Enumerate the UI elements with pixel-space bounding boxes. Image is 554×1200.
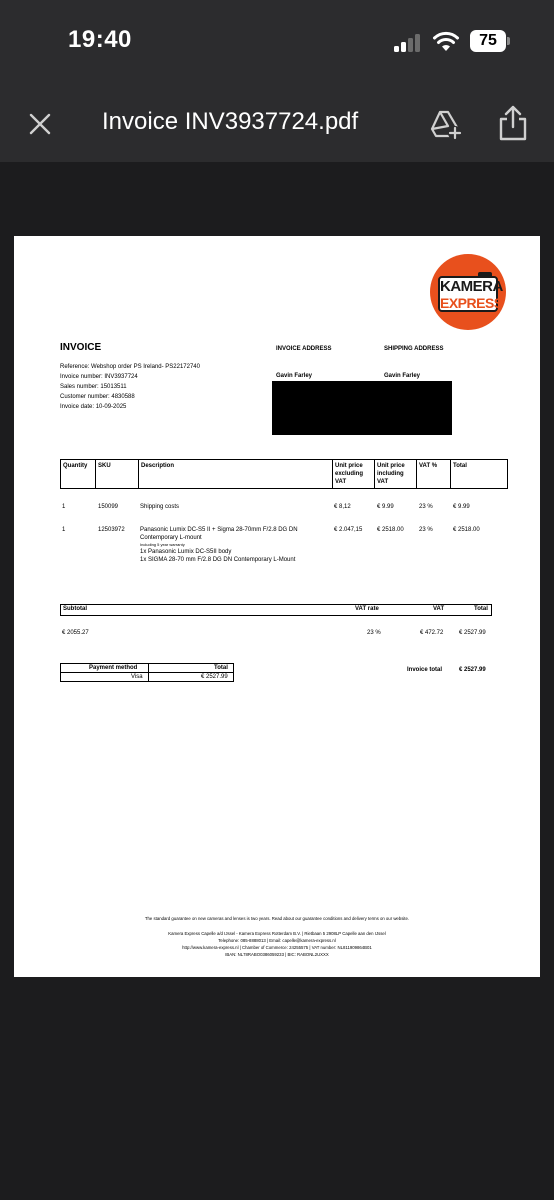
reference-line: Reference: Webshop order PS Ireland- PS22172740 xyxy=(60,364,200,370)
invoice-number-line: Invoice number: INV3937724 xyxy=(60,374,138,380)
payment-method-value: Visa xyxy=(131,674,143,680)
total-label: Total xyxy=(474,606,488,612)
guarantee-note: The standard guarantee on new cameras and lenses is two years. Read about our guarantee conditions and delivery terms on our website. xyxy=(144,916,410,921)
footer-registration: http://www.kamera-express.nl | Chamber of Commerce: 24255575 | VAT number: NL811909864B01 xyxy=(182,945,372,950)
document-viewer[interactable] xyxy=(0,162,554,1200)
items-table-header xyxy=(60,459,508,489)
col-total: Total xyxy=(453,463,467,469)
invoice-date-line: Invoice date: 10-09-2025 xyxy=(60,404,127,410)
footer-address: Kamera Express Capelle a/d IJssel - Kamera Express Rotterdam B.V. | Rietbaan 5 2908LP Capelle aan den IJssel xyxy=(168,931,386,936)
document-title: Invoice INV3937724.pdf xyxy=(102,108,359,135)
col-vat: VAT % xyxy=(419,463,438,469)
invoice-heading: INVOICE xyxy=(60,342,102,353)
footer-bank: IBAN: NL78RABO0386059233 | BIC: RABONL2UXXX xyxy=(225,952,329,957)
invoice-address-name: Gavin Farley xyxy=(276,373,313,379)
battery-icon xyxy=(470,30,510,52)
add-to-drive-icon[interactable] xyxy=(428,106,464,142)
shipping-address-label: SHIPPING ADDRESS xyxy=(384,346,444,352)
col-sku: SKU xyxy=(98,463,111,469)
invoice-total-label: Invoice total xyxy=(407,667,443,673)
vat-rate-label: VAT rate xyxy=(355,606,379,612)
close-icon[interactable] xyxy=(24,108,56,140)
vat-rate-value: 23 % xyxy=(367,630,381,636)
subtotal-label: Subtotal xyxy=(63,606,87,612)
invoice-total-value: € 2527.99 xyxy=(459,667,486,673)
share-icon[interactable] xyxy=(496,104,530,142)
payment-total-label: Total xyxy=(214,665,228,671)
payment-method-label: Payment method xyxy=(89,665,138,671)
kamera-express-logo: KAMERA EXPRESS xyxy=(430,254,506,330)
subtotal-value: € 2055.27 xyxy=(62,630,89,636)
payment-total-value: € 2527.99 xyxy=(201,674,228,680)
footer-contact: Telephone: 085-8888013 | Email: capelle@kamera-express.nl xyxy=(218,938,336,943)
vat-value: € 472.72 xyxy=(420,630,444,636)
invoice-page: KAMERA EXPRESS INVOICE Reference: Webshop order PS Ireland- PS22172740 Invoice number: INV3937724 Sales number: 15013511 Customer number: 4830588 Invoice date: 10-09-2025 INVOICE ADDRESS SHIPPING ADDRESS Gavin Farley Gavin Farley Quantity SKU Description Unit price excluding VAT Unit price including VAT VAT % Total 1 150099 Shipping costs € 8,12 € 9.99 23 % € 9.99 1 12503972 Panasonic Lumix DC-S5 II + Sigma 28-70mm F/2.8 DG DN Contemporary L-mount Including 5 year warranty 1x Panasonic Lumix DC-S5II body 1x SIGMA 28-70 mm F/2.8 DG DN Contemporary L-Mount € 2.047,15 € 2518.00 23 % € 2518.00 Subtotal VAT rate VAT Total € 2055.27 23 % € 472.72 € 2527.99 Payment method Total Visa € 2527.99 Invoice total € 2527.99 The standard guarantee on new cameras and lenses is two years. Read about our guarantee conditions and delivery terms on our website. Kamera Express Capelle a/d IJssel - Kamera Express Rotterdam B.V. | Rietbaan 5 2908LP Capelle aan den IJssel Telephone: 085-8888013 | Email: capelle@kamera-express.nl http://www.kamera-express.nl | Chamber of Commerce: 24255575 | VAT number: NL811909864B01 IBAN: NL78RABO0386059233 | BIC: RABONL2UXXX xyxy=(14,236,540,977)
invoice-address-label: INVOICE ADDRESS xyxy=(276,346,332,352)
cellular-signal-icon xyxy=(394,34,422,52)
col-description: Description xyxy=(141,463,175,469)
col-unit-incl: Unit price including VAT xyxy=(377,463,405,485)
sales-number-line: Sales number: 15013511 xyxy=(60,384,127,390)
payment-box xyxy=(60,663,234,682)
col-unit-excl: Unit price excluding VAT xyxy=(335,463,364,485)
invoice-meta xyxy=(60,362,200,412)
wifi-icon xyxy=(432,30,460,52)
summary-header xyxy=(60,604,492,616)
vat-label: VAT xyxy=(433,606,445,612)
col-quantity: Quantity xyxy=(63,463,88,469)
total-value: € 2527.99 xyxy=(459,630,486,636)
battery-level: 75 xyxy=(470,30,506,52)
customer-number-line: Customer number: 4830588 xyxy=(60,394,135,400)
shipping-address-name: Gavin Farley xyxy=(384,373,421,379)
redacted-address xyxy=(272,381,452,435)
nav-bar xyxy=(0,82,554,162)
warranty-note: Including 5 year warranty xyxy=(140,542,185,547)
status-bar xyxy=(0,0,554,82)
status-time: 19:40 xyxy=(68,26,132,53)
